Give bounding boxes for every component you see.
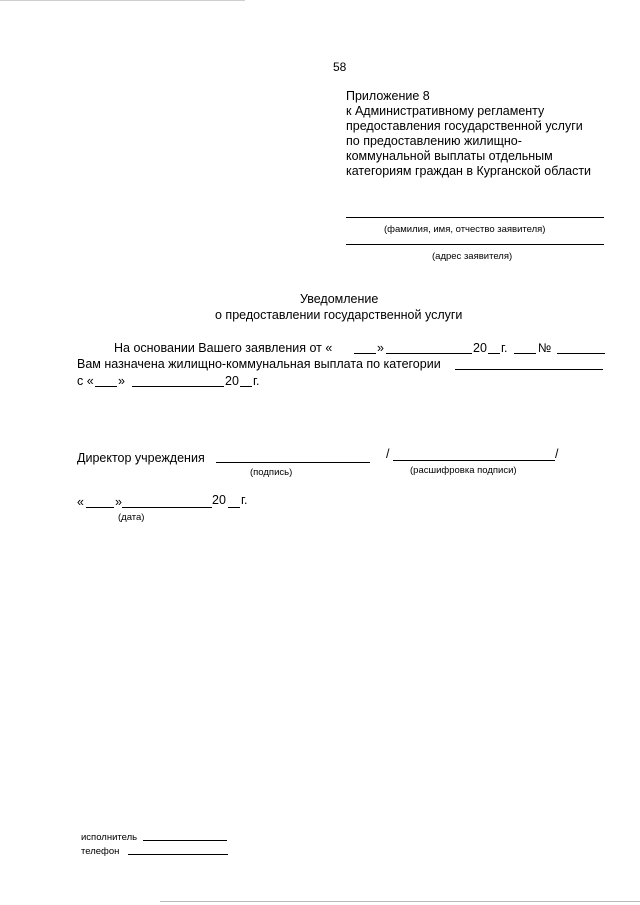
executor-field[interactable] [143,840,227,841]
phone-label: телефон [81,846,120,857]
signature-field[interactable] [216,462,370,463]
application-day-field[interactable] [354,353,376,354]
start-year-field[interactable] [240,386,252,387]
body-line3-text: с « [77,374,94,388]
appendix-line: по предоставлению жилищно- [346,134,522,148]
date-caption: (дата) [118,512,145,523]
phone-field[interactable] [128,854,228,855]
applicant-address-caption: (адрес заявителя) [432,251,513,262]
appendix-line: коммунальной выплаты отдельным [346,149,553,163]
date-year: 20 [212,493,226,507]
body-line1-quote: » [377,341,384,355]
appendix-line: категориям граждан в Курганской области [346,164,592,178]
scan-edge-bottom [160,901,640,902]
signature-caption: (подпись) [250,467,293,478]
application-number-field[interactable] [557,353,605,354]
director-label: Директор учреждения [77,451,205,465]
date-g: г. [241,493,248,507]
date-open-quote: « [77,495,84,509]
executor-label: исполнитель [81,832,138,843]
signature-slash-close: / [555,447,559,461]
signature-decode-field[interactable] [393,460,555,461]
start-month-field[interactable] [132,386,224,387]
body-line1-number-sign: № [538,341,552,355]
page-number: 58 [333,60,347,74]
body-line3-g: г. [253,374,260,388]
applicant-name-caption: (фамилия, имя, отчество заявителя) [384,224,546,235]
application-year-field[interactable] [488,353,500,354]
notice-title: Уведомление [300,292,379,306]
body-line1-g: г. [501,341,508,355]
body-line1-year: 20 [473,341,487,355]
date-year-field[interactable] [228,507,240,508]
applicant-name-field[interactable] [346,217,604,218]
application-month-field[interactable] [386,353,472,354]
appendix-line: к Административному регламенту [346,104,545,118]
applicant-address-field[interactable] [346,244,604,245]
body-line2-text: Вам назначена жилищно-коммунальная выплата по категории [77,357,441,371]
application-g-underline [514,353,536,354]
body-line3-quote: » [118,374,125,388]
appendix-line: предоставления государственной услуги [346,119,583,133]
body-line1-text: На основании Вашего заявления от « [114,341,333,355]
notice-subtitle: о предоставлении государственной услуги [215,308,463,322]
scan-edge-top [0,0,245,1]
body-line3-year: 20 [225,374,239,388]
date-month-field[interactable] [122,507,212,508]
date-day-field[interactable] [86,507,114,508]
signature-decode-caption: (расшифровка подписи) [410,465,517,476]
appendix-line: Приложение 8 [346,89,430,103]
start-day-field[interactable] [95,386,117,387]
category-field[interactable] [455,369,603,370]
date-close-quote: » [115,495,122,509]
signature-slash-open: / [386,447,390,461]
